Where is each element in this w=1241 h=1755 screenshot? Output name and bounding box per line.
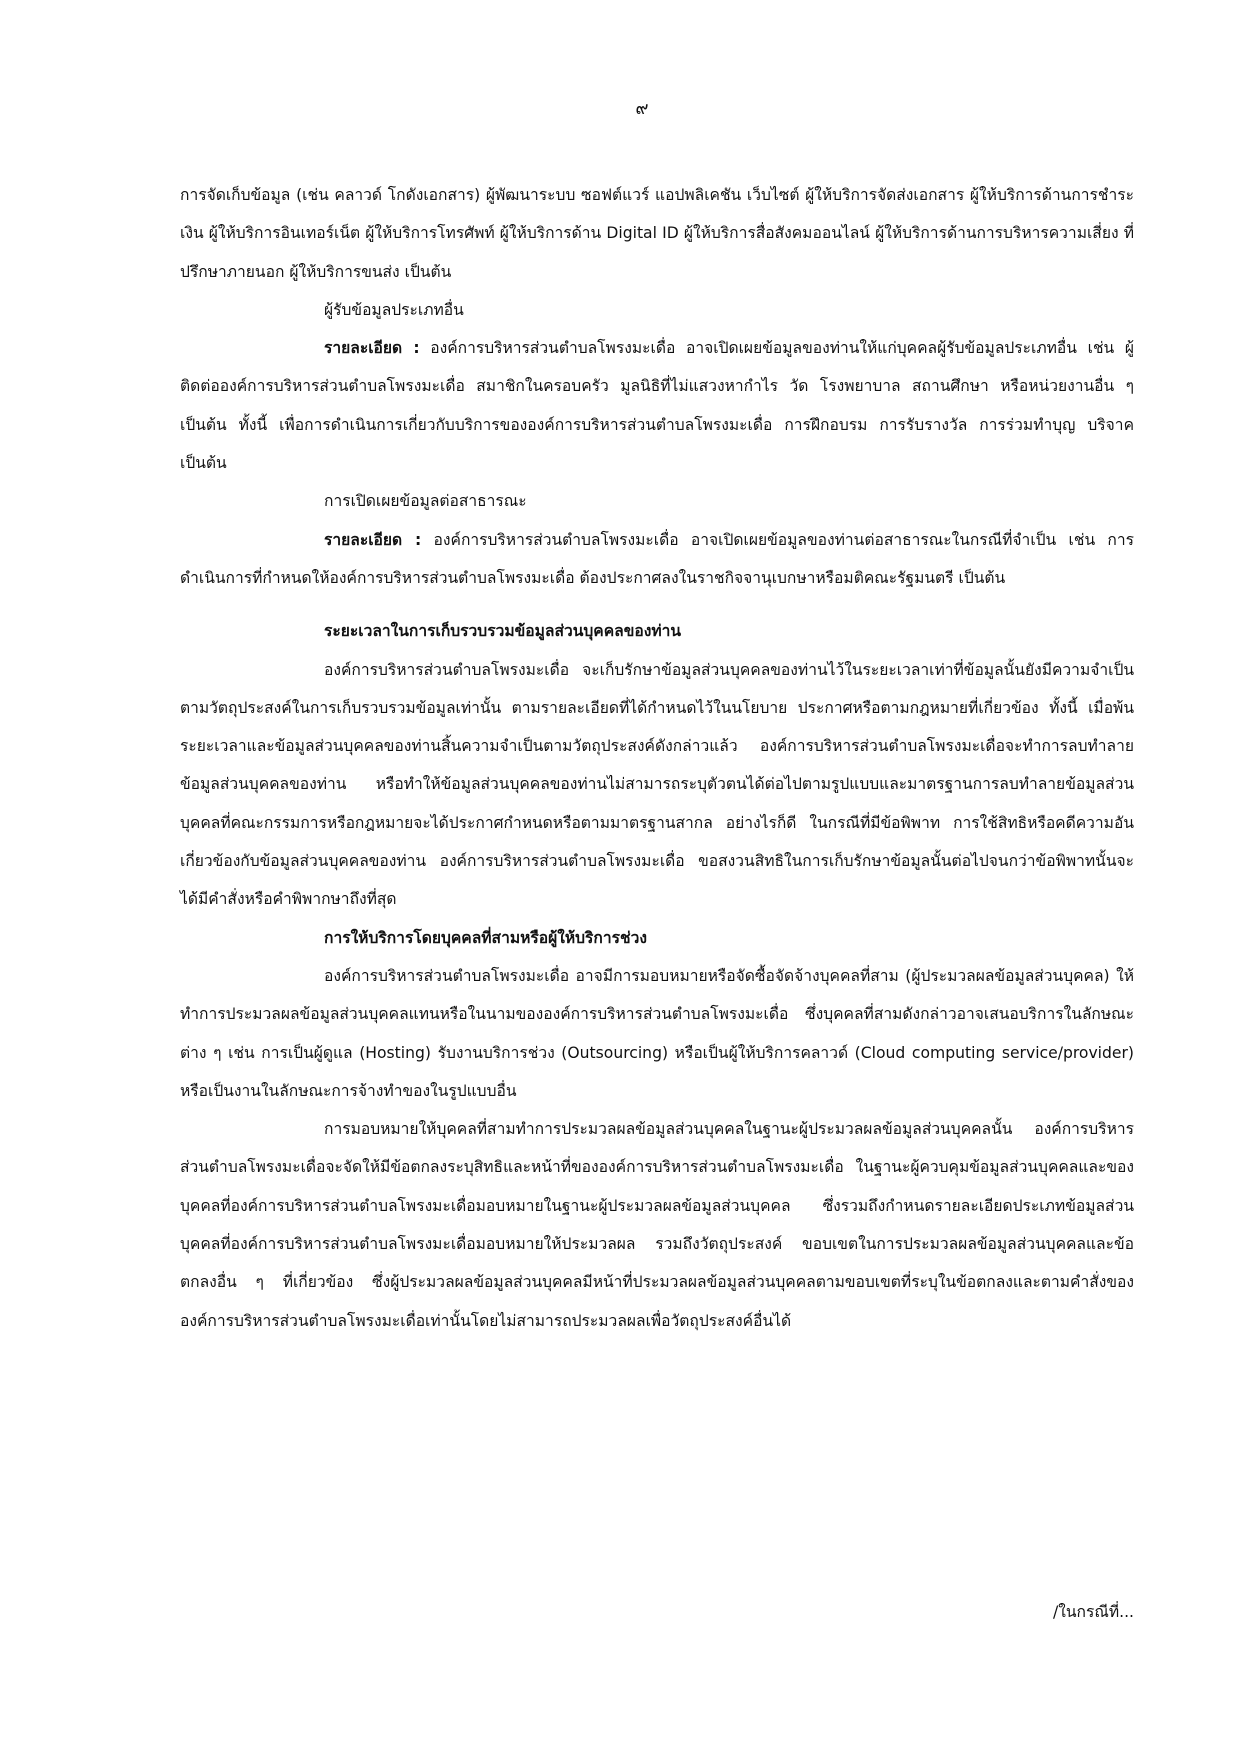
detail-label: รายละเอียด : — [324, 339, 420, 358]
detail-text: องค์การบริหารส่วนตำบลโพรงมะเดื่อ อาจเปิดเผยข้อมูลของท่านให้แก่บุคคลผู้รับข้อมูลประเภทอื่น เช่น ผู้ติดต่อองค์การบริหารส่วนตำบลโพรงมะเดื่อ สมาชิกในครอบครัว มูลนิธิที่ไม่แสวงหากำไร วัด โรงพยาบาล สถานศึกษา หรือหน่วยงานอื่น ๆ เป็นต้น ทั้งนี้ เพื่อการดำเนินการเกี่ยวกับบริการขององค์การบริหารส่วนตำบลโพรงมะเดื่อ การฝึกอบรม การรับรางวัล การร่วมทำบุญ บริจาค เป็นต้น — [180, 339, 1135, 473]
page-number: ๙ — [635, 98, 649, 119]
subheading-public-disclosure: การเปิดเผยข้อมูลต่อสาธารณะ — [324, 492, 527, 511]
paragraph-retention-period: องค์การบริหารส่วนตำบลโพรงมะเดื่อ จะเก็บรักษาข้อมูลส่วนบุคคลของท่านไว้ในระยะเวลาเท่าที่ข้อมูลนั้นยังมีความจำเป็นตามวัตถุประสงค์ในการเก็บรวบรวมข้อมูลเท่านั้น ตามรายละเอียดที่ได้กำหนดไว้ในนโยบาย ประกาศหรือตามกฎหมายที่เกี่ยวข้อง ทั้งนี้ เมื่อพ้นระยะเวลาและข้อมูลส่วนบุคคลของท่านสิ้นความจำเป็นตามวัตถุประสงค์ดังกล่าวแล้ว องค์การบริหารส่วนตำบลโพรงมะเดื่อจะทำการลบทำลาย ข้อมูลส่วนบุคคลของท่าน หรือทำให้ข้อมูลส่วนบุคคลของท่านไม่สามารถระบุตัวตนได้ต่อไปตามรูปแบบและมาตรฐานการลบทำลายข้อมูลส่วนบุคคลที่คณะกรรมการหรือกฎหมายจะได้ประกาศกำหนดหรือตามมาตรฐานสากล อย่างไรก็ดี ในกรณีที่มีข้อพิพาท การใช้สิทธิหรือคดีความอันเกี่ยวข้องกับข้อมูลส่วนบุคคลของท่าน องค์การบริหารส่วนตำบลโพรงมะเดื่อ ขอสงวนสิทธิในการเก็บรักษาข้อมูลนั้นต่อไปจนกว่าข้อพิพาทนั้นจะได้มีคำสั่งหรือคำพิพากษาถึงที่สุด — [180, 660, 1134, 909]
document-body — [180, 176, 1134, 1340]
detail-text: องค์การบริหารส่วนตำบลโพรงมะเดื่อ อาจเปิดเผยข้อมูลของท่านต่อสาธารณะในกรณีที่จำเป็น เช่น การดำเนินการที่กำหนดให้องค์การบริหารส่วนตำบลโพรงมะเดื่อ ต้องประกาศลงในราชกิจจานุเบกษาหรือมติคณะรัฐมนตรี เป็นต้น — [180, 530, 1135, 587]
paragraph-other-recipients-detail — [180, 329, 1134, 482]
detail-label: รายละเอียด : — [324, 530, 422, 549]
section-heading-retention-period: ระยะเวลาในการเก็บรวบรวมข้อมูลส่วนบุคคลของท่าน — [324, 622, 682, 641]
paragraph-recipients-list: การจัดเก็บข้อมูล (เช่น คลาวด์ โกดังเอกสาร) ผู้พัฒนาระบบ ซอฟต์แวร์ แอปพลิเคชัน เว็บไซต์ ผู้ให้บริการจัดส่งเอกสาร ผู้ให้บริการด้านการชำระเงิน ผู้ให้บริการอินเทอร์เน็ต ผู้ให้บริการโทรศัพท์ ผู้ให้บริการด้าน Digital ID ผู้ให้บริการสื่อสังคมออนไลน์ ผู้ให้บริการด้านการบริหารความเสี่ยง ที่ปรึกษาภายนอก ผู้ให้บริการขนส่ง เป็นต้น — [180, 186, 1134, 281]
subheading-other-recipients: ผู้รับข้อมูลประเภทอื่น — [324, 300, 464, 319]
paragraph-processor-agreement: การมอบหมายให้บุคคลที่สามทำการประมวลผลข้อมูลส่วนบุคคลในฐานะผู้ประมวลผลข้อมูลส่วนบุคคลนั้น องค์การบริหารส่วนตำบลโพรงมะเดื่อจะจัดให้มีข้อตกลงระบุสิทธิและหน้าที่ขององค์การบริหารส่วนตำบลโพรงมะเดื่อ ในฐานะผู้ควบคุมข้อมูลส่วนบุคคลและของบุคคลที่องค์การบริหารส่วนตำบลโพรงมะเดื่อมอบหมายในฐานะผู้ประมวลผลข้อมูลส่วนบุคคล ซึ่งรวมถึงกำหนดรายละเอียดประเภทข้อมูลส่วนบุคคลที่องค์การบริหารส่วนตำบลโพรงมะเดื่อมอบหมายให้ประมวลผล รวมถึงวัตถุประสงค์ ขอบเขตในการประมวลผลข้อมูลส่วนบุคคลและข้อตกลงอื่น ๆ ที่เกี่ยวข้อง ซึ่งผู้ประมวลผลข้อมูลส่วนบุคคลมีหน้าที่ประมวลผลข้อมูลส่วนบุคคลตามขอบเขตที่ระบุในข้อตกลงและตามคำสั่งขององค์การบริหารส่วนตำบลโพรงมะเดื่อเท่านั้นโดยไม่สามารถประมวลผลเพื่อวัตถุประสงค์อื่นได้ — [180, 1120, 1134, 1330]
paragraph-third-party-services: องค์การบริหารส่วนตำบลโพรงมะเดื่อ อาจมีการมอบหมายหรือจัดซื้อจัดจ้างบุคคลที่สาม (ผู้ประมวลผลข้อมูลส่วนบุคคล) ให้ทำการประมวลผลข้อมูลส่วนบุคคลแทนหรือในนามขององค์การบริหารส่วนตำบลโพรงมะเดื่อ ซึ่งบุคคลที่สามดังกล่าวอาจเสนอบริการในลักษณะต่าง ๆ เช่น การเป็นผู้ดูแล (Hosting) รับงานบริการช่วง (Outsourcing) หรือเป็นผู้ให้บริการคลาวด์ (Cloud computing service/provider) หรือเป็นงานในลักษณะการจ้างทำของในรูปแบบอื่น — [180, 966, 1134, 1100]
section-heading-third-party-services: การให้บริการโดยบุคคลที่สามหรือผู้ให้บริการช่วง — [324, 928, 647, 947]
continuation-note: /ในกรณีที่... — [1053, 1603, 1134, 1621]
paragraph-public-disclosure-detail — [180, 521, 1134, 598]
